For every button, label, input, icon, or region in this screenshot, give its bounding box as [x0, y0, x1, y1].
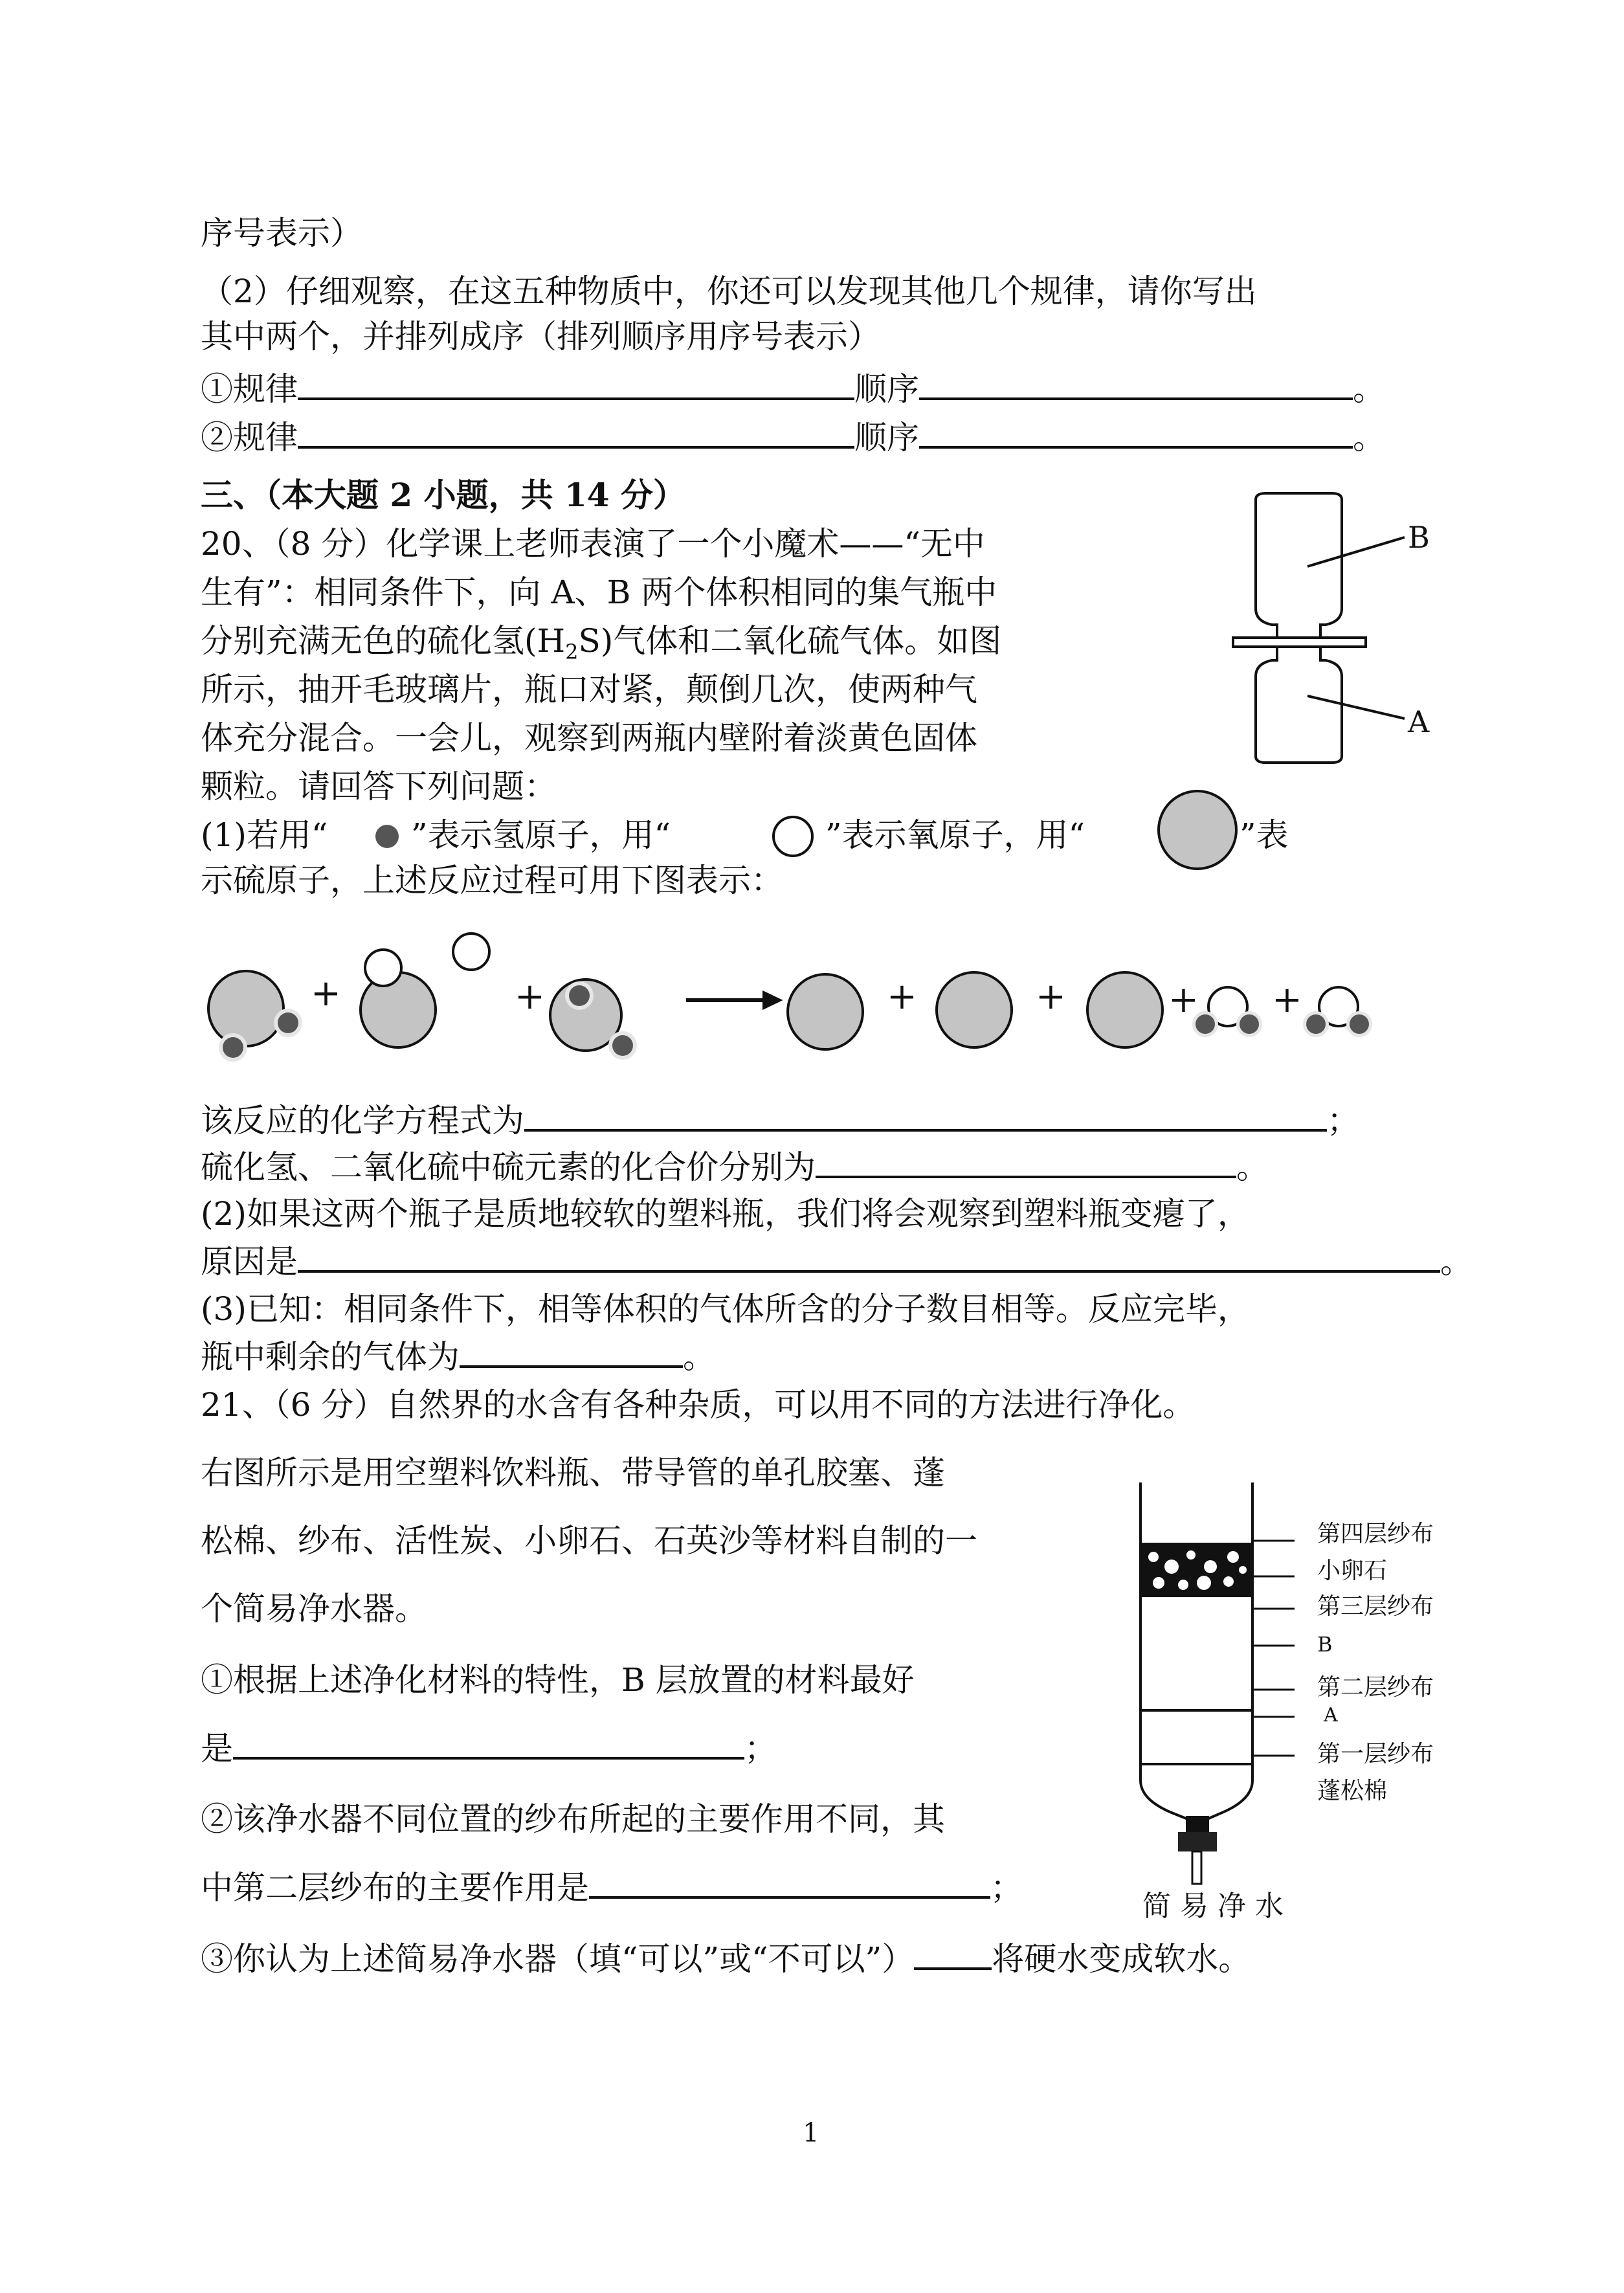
- q21-line-7: ②该净水器不同位置的纱布所起的主要作用不同，其: [201, 1800, 945, 1838]
- sulfur-atom-icon: [1159, 791, 1236, 869]
- drain-tube: [1192, 1851, 1201, 1884]
- filter-label-gauze-3: 第三层纱布: [1317, 1593, 1434, 1620]
- plus-1: +: [311, 972, 341, 1014]
- q20-part3-row: [201, 1337, 715, 1376]
- sulfur-product-3: [1087, 972, 1162, 1047]
- water-molecule-1: [1192, 987, 1262, 1037]
- q20-part3-end: 。: [683, 1338, 715, 1376]
- second-gauze-function-blank[interactable]: [589, 1868, 990, 1899]
- filter-label-pebbles: 小卵石: [1317, 1558, 1388, 1584]
- plus-2: +: [515, 976, 545, 1018]
- q21-line-8-prefix: 中第二层纱布的主要作用是: [201, 1869, 589, 1907]
- q21-row-6: [201, 1728, 777, 1768]
- stopper-base: [1178, 1832, 1217, 1851]
- q21-line-1: 21、（6 分）自然界的水含有各种杂质，可以用不同的方法进行净化。: [201, 1386, 1196, 1424]
- equation-blank[interactable]: [524, 1101, 1327, 1132]
- q20-line-2: 生有”：相同条件下，向 A、B 两个体积相同的集气瓶中: [201, 574, 997, 611]
- rule1-prefix: ①规律: [201, 370, 298, 408]
- bottle-a: [1256, 647, 1342, 763]
- q20-part2-line-1: (2)如果这两个瓶子是质地较软的塑料瓶，我们将会观察到塑料瓶变瘪了，: [201, 1195, 1250, 1233]
- equation-prompt: 该反应的化学方程式为: [201, 1102, 524, 1139]
- equation-end: ；: [1327, 1102, 1359, 1139]
- q21-line-9b: 将硬水变成软水。: [992, 1940, 1251, 1978]
- h2s-molecule-2: [550, 979, 637, 1060]
- reaction-diagram: [194, 919, 1424, 1075]
- label-a-pointer: [1307, 696, 1405, 719]
- page-number: 1: [803, 2118, 819, 2148]
- q20-part3-line-1: (3)已知：相同条件下，相等体积的气体所含的分子数目相等。反应完毕，: [201, 1290, 1250, 1328]
- q21-row-9: [201, 1939, 1251, 1978]
- q20-line-3a: 分别充满无色的硫化氢(H: [201, 622, 566, 660]
- plus-5: +: [1168, 979, 1199, 1021]
- filter-label-gauze-2: 第二层纱布: [1317, 1674, 1434, 1701]
- rule2-prefix: ②规律: [201, 419, 298, 456]
- rule1-order-label: 顺序: [854, 370, 919, 408]
- q19-line-b: （2）仔细观察，在这五种物质中，你还可以发现其他几个规律，请你写出: [201, 273, 1257, 310]
- q21-line-4: 个简易净水器。: [201, 1590, 427, 1627]
- filter-right-wall: [1207, 1482, 1252, 1819]
- q21-row-8: [201, 1868, 1023, 1907]
- valence-blank[interactable]: [816, 1147, 1236, 1178]
- q21-line-6-prefix: 是: [201, 1730, 233, 1767]
- q21-line-9a: ③你认为上述简易净水器（填“可以”或“不可以”）: [201, 1940, 915, 1978]
- label-b-pointer: [1307, 537, 1405, 566]
- hydrogen-atom-icon: [375, 825, 399, 848]
- q20-part2-prefix: 原因是: [201, 1243, 298, 1281]
- q20-part2-end: 。: [1440, 1243, 1473, 1281]
- sulfur-product-1: [788, 974, 863, 1049]
- filter-left-wall: [1140, 1482, 1188, 1819]
- q21-line-2: 右图所示是用空塑料饮料瓶、带导管的单孔胶塞、蓬: [201, 1454, 945, 1492]
- rule2-order-label: 顺序: [854, 419, 919, 456]
- q19-line-c: 其中两个，并排列成序（排列顺序用序号表示）: [201, 318, 880, 355]
- q20-legend-line-2: 示硫原子，上述反应过程可用下图表示：: [201, 862, 783, 899]
- remaining-gas-blank[interactable]: [460, 1337, 683, 1368]
- plus-4: +: [1036, 976, 1066, 1018]
- oxygen-atom-icon: [773, 817, 812, 856]
- hard-water-blank[interactable]: [914, 1939, 992, 1970]
- q21-line-6-end: ；: [744, 1730, 777, 1767]
- water-molecule-2: [1303, 987, 1372, 1037]
- filter-label-b: B: [1317, 1632, 1333, 1657]
- section-3-heading: 三、（本大题 2 小题，共 14 分）: [201, 476, 685, 514]
- filter-label-a: A: [1324, 1704, 1338, 1727]
- bottle-label-b: B: [1408, 520, 1430, 555]
- bottle-label-a: A: [1408, 704, 1430, 739]
- bottle-b: [1256, 493, 1342, 638]
- q20-line-1: 20、（8 分）化学课上老师表演了一个小魔术——“无中: [201, 525, 985, 563]
- q21-line-3: 松棉、纱布、活性炭、小卵石、石英沙等材料自制的一: [201, 1522, 977, 1560]
- q20-legend-p2: ”表示氢原子，用“: [411, 816, 671, 854]
- valence-prompt: 硫化氢、二氧化硫中硫元素的化合价分别为: [201, 1148, 816, 1186]
- q20-legend-p3: ”表示氧原子，用“: [825, 816, 1085, 854]
- q20-legend-p1: (1)若用“: [201, 816, 328, 854]
- h2s-molecule-1: [208, 971, 302, 1062]
- filter-label-gauze-4: 第四层纱布: [1317, 1521, 1434, 1547]
- valence-end: 。: [1236, 1148, 1269, 1186]
- glass-plate: [1233, 638, 1366, 647]
- q20-part2-row: [201, 1242, 1473, 1281]
- plus-6: +: [1272, 979, 1302, 1021]
- q20-line-6: 颗粒。请回答下列问题：: [201, 768, 557, 805]
- rule2-end: 。: [1353, 419, 1385, 456]
- q20-line-4: 所示，抽开毛玻璃片，瓶口对紧，颠倒几次，使两种气: [201, 671, 977, 708]
- sulfur-product-2: [937, 972, 1012, 1047]
- b-layer-material-blank[interactable]: [233, 1728, 744, 1760]
- equation-row: [201, 1101, 1359, 1140]
- q20-line-5: 体充分混合。一会儿，观察到两瓶内壁附着淡黄色固体: [201, 719, 977, 757]
- q20-part3-prefix: 瓶中剩余的气体为: [201, 1338, 460, 1376]
- filter-caption: 简 易 净 水: [1142, 1890, 1284, 1923]
- filter-label-cotton: 蓬松棉: [1317, 1778, 1388, 1804]
- q20-legend-p4: ”表: [1240, 816, 1289, 854]
- q20-line-3b: S)气体和二氧化硫气体。如图: [578, 622, 1002, 660]
- so2-molecule: [361, 934, 489, 1047]
- plus-3: +: [887, 976, 917, 1018]
- rule1-end: 。: [1353, 370, 1385, 408]
- q21-line-5: ①根据上述净化材料的特性，B 层放置的材料最好: [201, 1661, 915, 1699]
- h2s-subscript: 2: [565, 640, 579, 664]
- filter-label-gauze-1: 第一层纱布: [1317, 1741, 1434, 1767]
- q21-line-8-end: ；: [990, 1869, 1023, 1907]
- shrink-reason-blank[interactable]: [298, 1242, 1440, 1273]
- q19-line-a: 序号表示）: [201, 214, 362, 252]
- valence-row: [201, 1147, 1269, 1187]
- arrow-head-icon: [764, 992, 780, 1008]
